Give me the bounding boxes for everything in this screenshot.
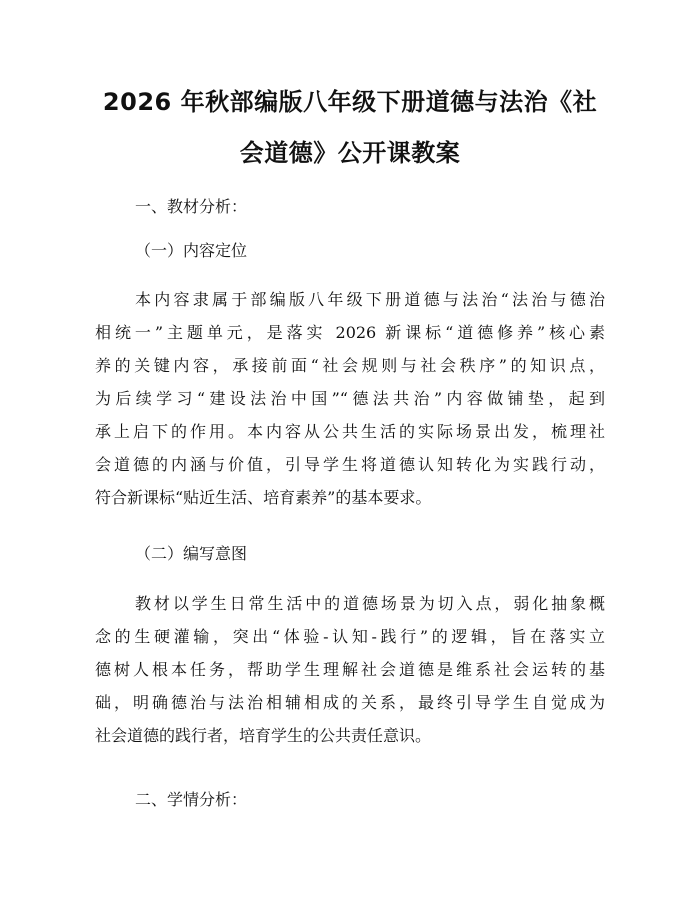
paragraph-line: 养的关键内容，承接前面“社会规则与社会秩序”的知识点，	[95, 356, 605, 375]
document-title-line-2: 会道德》公开课教案	[239, 139, 461, 167]
paragraph-content-positioning	[95, 288, 605, 519]
paragraph-line: 社会道德的践行者，培育学生的公共责任意识。	[95, 726, 432, 745]
paragraph-line: 础，明确德治与法治相辅相成的关系，最终引导学生自觉成为	[95, 693, 605, 712]
subsection-heading-writing-intent: （二）编写意图	[135, 544, 248, 563]
paragraph-line: 符合新课标“贴近生活、培育素养”的基本要求。	[95, 488, 432, 507]
subsection-heading-content-positioning: （一）内容定位	[135, 241, 248, 260]
paragraph-line: 承上启下的作用。本内容从公共生活的实际场景出发，梳理社	[95, 422, 605, 441]
section-heading-textbook-analysis: 一、教材分析：	[135, 197, 248, 216]
paragraph-line: 教材以学生日常生活中的道德场景为切入点，弱化抽象概	[135, 594, 605, 613]
paragraph-writing-intent	[95, 592, 605, 757]
paragraph-line: 本内容隶属于部编版八年级下册道德与法治“法治与德治	[135, 290, 605, 309]
document-title-line-1: 2026 年秋部编版八年级下册道德与法治《社	[102, 88, 598, 116]
paragraph-line: 德树人根本任务，帮助学生理解社会道德是维系社会运转的基	[95, 660, 605, 679]
paragraph-line: 会道德的内涵与价值，引导学生将道德认知转化为实践行动，	[95, 455, 605, 474]
paragraph-line: 相统一”主题单元，是落实 2026 新课标“道德修养”核心素	[95, 323, 605, 342]
paragraph-line: 为后续学习“建设法治中国”“德法共治”内容做铺垫，起到	[95, 389, 605, 408]
paragraph-line: 念的生硬灌输，突出“体验-认知-践行”的逻辑，旨在落实立	[95, 627, 605, 646]
section-heading-student-analysis: 二、学情分析：	[135, 790, 248, 809]
